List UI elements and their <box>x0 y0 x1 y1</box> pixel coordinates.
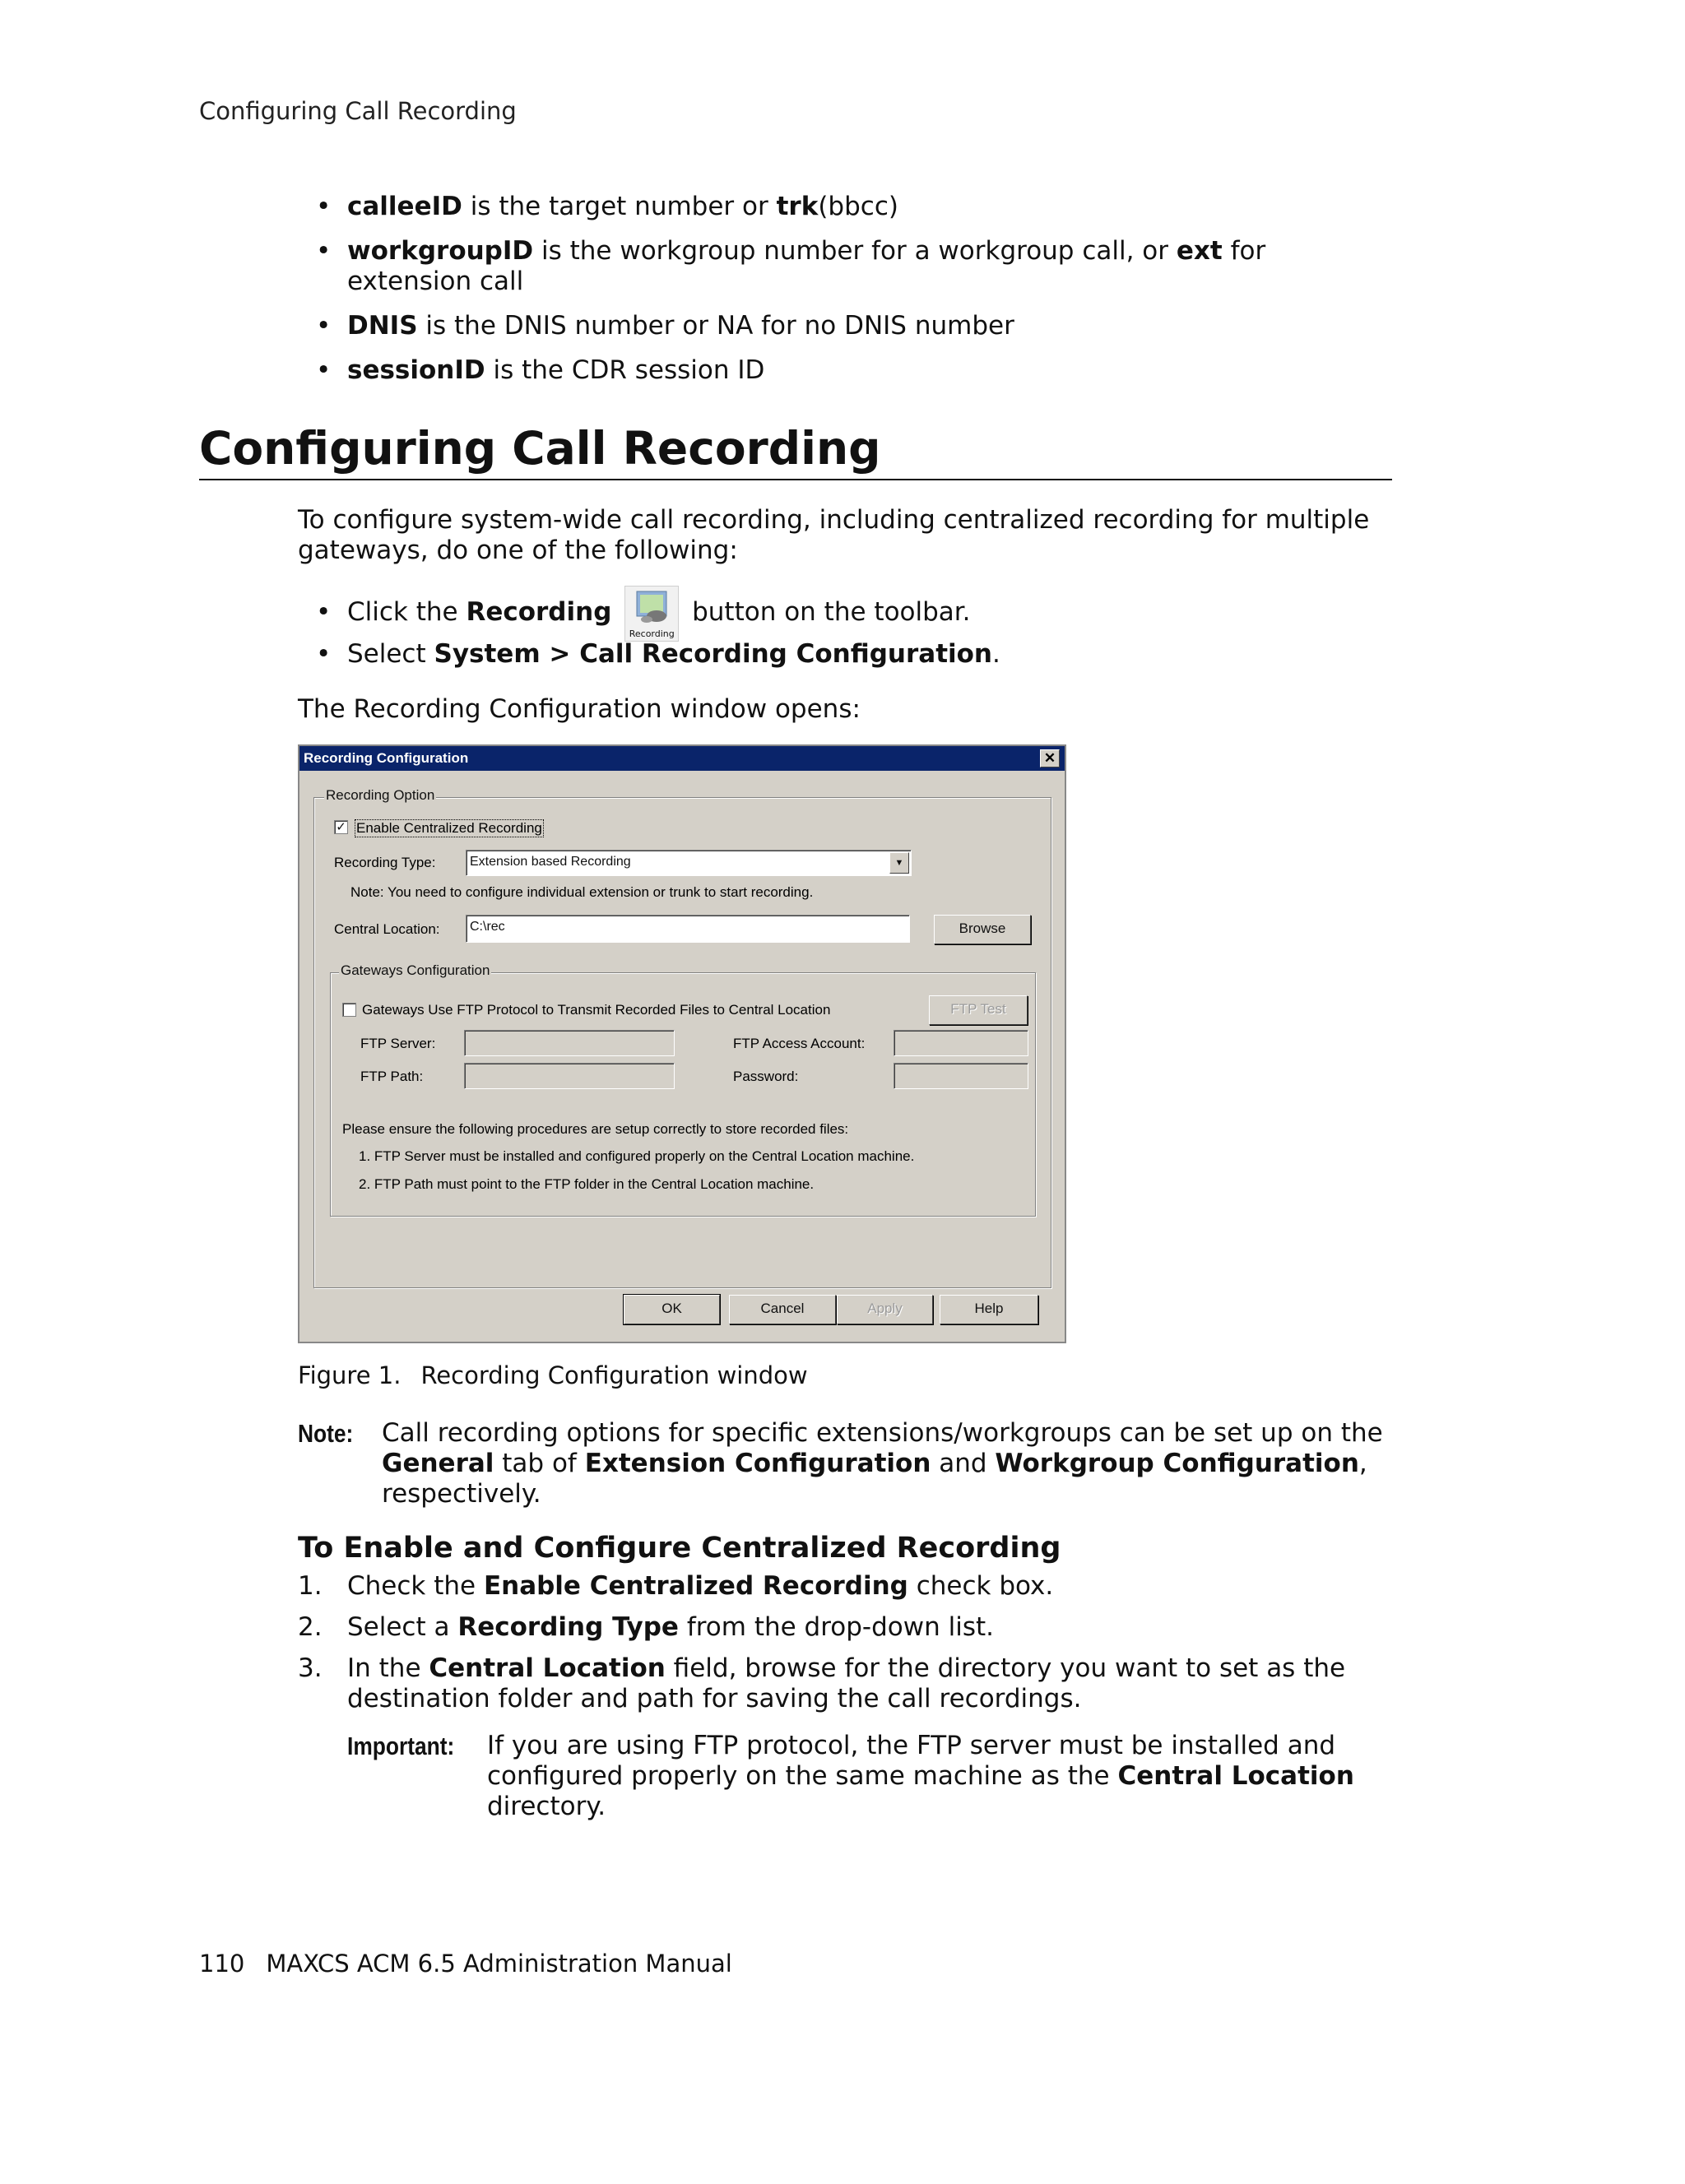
recording-configuration-dialog <box>298 744 1066 1343</box>
list-item: • Click the Recording Recording button on the toolbar. <box>298 582 1392 642</box>
section-title: Configuring Call Recording <box>199 422 881 475</box>
page-footer <box>199 1950 732 1978</box>
figure-caption <box>298 1361 808 1391</box>
list-item: 2. Select a Recording Type from the drop-down list. <box>298 1612 995 1642</box>
important-text: If you are using FTP protocol, the FTP server must be installed and configured properly on the same machine as the Central Location directory. <box>487 1731 1354 1821</box>
note-block <box>298 1418 1392 1509</box>
cancel-button[interactable]: Cancel <box>729 1295 836 1324</box>
important-block <box>347 1731 1392 1822</box>
important-label: Important: <box>347 1732 455 1760</box>
options-list <box>298 582 1392 670</box>
enable-centralized-label: Enable Centralized Recording <box>356 820 542 836</box>
browse-button[interactable]: Browse <box>934 915 1031 944</box>
note-label: Note: <box>298 1419 354 1448</box>
ftp-server-input[interactable] <box>464 1030 675 1056</box>
chevron-down-icon[interactable]: ▼ <box>889 852 909 874</box>
dialog-titlebar <box>299 746 1065 771</box>
recording-type-label: Recording Type: <box>334 855 436 870</box>
gateways-ftp-checkbox[interactable] <box>342 1003 356 1017</box>
recording-note: Note: You need to configure individual extension or trunk to start recording. <box>350 884 814 900</box>
apply-button[interactable]: Apply <box>837 1295 933 1324</box>
section-rule <box>199 479 1392 480</box>
figure-label: Figure 1. <box>298 1361 402 1389</box>
recording-option-group-label: Recording Option <box>326 787 435 803</box>
central-location-label: Central Location: <box>334 921 440 937</box>
close-icon[interactable]: ✕ <box>1040 749 1060 767</box>
ftp-test-button[interactable]: FTP Test <box>929 995 1028 1025</box>
ensure-step-1: 1. FTP Server must be installed and configured properly on the Central Location machine. <box>359 1148 915 1164</box>
list-item: • calleeID is the target number or trk(bbcc) <box>298 192 1392 222</box>
procedure-steps <box>298 1571 1392 1725</box>
gateways-group-label: Gateways Configuration <box>341 962 490 978</box>
help-button[interactable]: Help <box>940 1295 1038 1324</box>
window-opens-text: The Recording Configuration window opens: <box>298 694 861 724</box>
recording-type-value: Extension based Recording <box>470 855 631 869</box>
list-item: • sessionID is the CDR session ID <box>298 355 1392 386</box>
page-number: 110 <box>199 1950 245 1978</box>
ftp-access-account-input[interactable] <box>894 1030 1028 1056</box>
central-location-input[interactable]: C:\rec <box>466 915 910 943</box>
recording-icon-caption: Recording <box>629 628 675 639</box>
list-item: 1. Check the Enable Centralized Recording check box. <box>298 1571 1054 1601</box>
dialog-title: Recording Configuration <box>304 750 469 766</box>
ftp-server-label: FTP Server: <box>360 1036 436 1051</box>
password-label: Password: <box>733 1069 799 1084</box>
section-intro: To configure system-wide call recording, including centralized recording for multiple gateways, do one of the following: <box>298 505 1370 565</box>
list-item: • workgroupID is the workgroup number for a workgroup call, or ext for extension call <box>298 236 1392 297</box>
ftp-access-account-label: FTP Access Account: <box>733 1036 866 1051</box>
list-item: • Select System > Call Recording Configuration. <box>298 639 1392 670</box>
list-item: • DNIS is the DNIS number or NA for no DNIS number <box>298 311 1392 341</box>
recording-type-select[interactable] <box>466 850 912 876</box>
recording-icon <box>624 586 679 642</box>
manual-title: MAXCS ACM 6.5 Administration Manual <box>266 1950 732 1978</box>
list-item: 3. In the Central Location field, browse for the directory you want to set as the destination folder and path for saving the call recordings. <box>298 1653 1346 1713</box>
enable-centralized-checkbox[interactable]: ✓ <box>334 820 348 834</box>
figure-caption-text: Recording Configuration window <box>420 1361 808 1389</box>
note-text: Call recording options for specific extensions/workgroups can be set up on the General tab of Extension Configuration and Workgroup Configuration, respectively. <box>382 1418 1383 1509</box>
ensure-step-2: 2. FTP Path must point to the FTP folder in the Central Location machine. <box>359 1176 815 1192</box>
gateways-ftp-label: Gateways Use FTP Protocol to Transmit Recorded Files to Central Location <box>362 1002 831 1018</box>
running-header: Configuring Call Recording <box>199 97 517 125</box>
ftp-path-label: FTP Path: <box>360 1069 424 1084</box>
procedure-title: To Enable and Configure Centralized Recording <box>298 1532 1061 1565</box>
ftp-path-input[interactable] <box>464 1063 675 1089</box>
ensure-procedures-text: Please ensure the following procedures are setup correctly to store recorded files: <box>342 1121 849 1137</box>
intro-bullet-list <box>298 192 1392 386</box>
password-input[interactable] <box>894 1063 1028 1089</box>
ok-button[interactable]: OK <box>624 1295 720 1324</box>
